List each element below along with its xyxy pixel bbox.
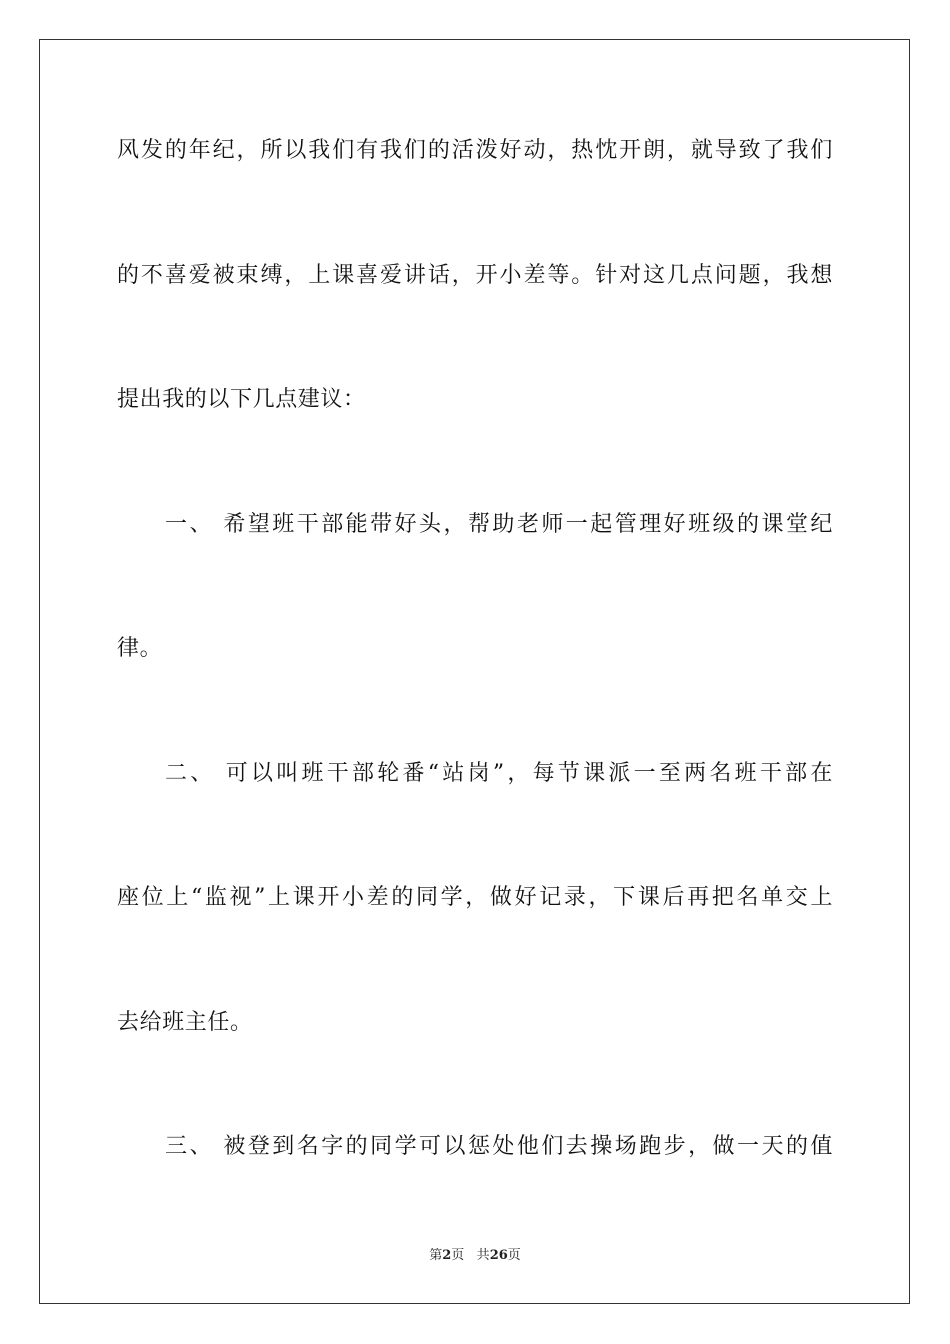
body-line-3: 提出我的以下几点建议： <box>117 387 366 412</box>
item-two-line-3: 去给班主任。 <box>117 1010 253 1035</box>
page-border <box>39 39 910 1304</box>
body-line-2: 的不喜爱被束缚，上课喜爱讲话，开小差等。针对这几点问题，我想 <box>117 263 833 288</box>
item-two-line-1: 二、 可以叫班干部轮番“站岗”，每节课派一至两名班干部在 <box>165 761 833 786</box>
body-line-1: 风发的年纪，所以我们有我们的活泼好动，热忱开朗，就导致了我们 <box>117 138 833 163</box>
total-pages: 26 <box>489 1248 508 1263</box>
item-two-line-2: 座位上“监视”上课开小差的同学，做好记录，下课后再把名单交上 <box>117 885 833 910</box>
page-number: 2 <box>442 1248 452 1263</box>
total-suffix: 页 <box>507 1248 521 1263</box>
page-prefix: 第 <box>429 1248 443 1263</box>
page-footer <box>0 1247 950 1265</box>
item-one-line-1: 一、 希望班干部能带好头，帮助老师一起管理好班级的课堂纪 <box>165 512 833 537</box>
item-one-line-2: 律。 <box>117 636 163 661</box>
total-prefix: 共 <box>476 1248 490 1263</box>
item-three-line-1: 三、 被登到名字的同学可以惩处他们去操场跑步，做一天的值 <box>165 1134 833 1159</box>
page-suffix: 页 <box>451 1248 465 1263</box>
